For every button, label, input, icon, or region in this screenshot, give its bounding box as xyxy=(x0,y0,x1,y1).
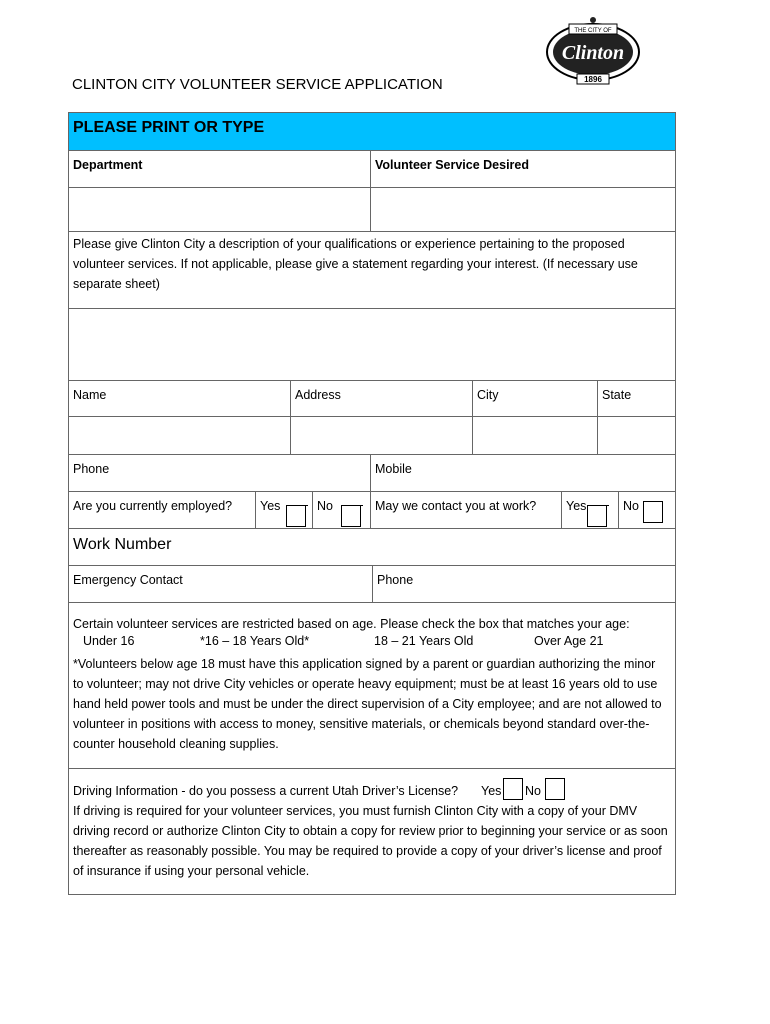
address-label: Address xyxy=(295,388,341,402)
state-label: State xyxy=(602,388,632,402)
employment-row xyxy=(69,492,675,529)
driving-question: Driving Information - do you possess a current Utah Driver’s License? xyxy=(73,784,459,798)
svg-text:THE CITY OF: THE CITY OF xyxy=(574,28,612,34)
address-header-row xyxy=(69,381,675,417)
license-no-label: No xyxy=(525,784,541,798)
qualifications-instructions: Please give Clinton City a description of your qualifications or experience pertaining to the proposed volunteer services. If not applicable, please give a statement regarding your interest. (If necessary use separate sheet) xyxy=(73,237,638,291)
driving-section xyxy=(69,769,675,895)
employed-question: Are you currently employed? xyxy=(73,499,233,513)
department-header-row xyxy=(69,151,675,188)
phone-field[interactable] xyxy=(69,455,370,491)
mobile-field[interactable] xyxy=(370,455,675,491)
department-field[interactable] xyxy=(69,188,370,231)
application-form xyxy=(68,112,676,895)
emergency-row xyxy=(69,566,675,603)
minor-restrictions-note: *Volunteers below age 18 must have this application signed by a parent or guardian authorizing the minor to volunteer; may not drive City vehicles or operate heavy equipment; must be at least 16 years old to use hand held power tools and must be under the direct supervision of a City employee; and are not allowed to volunteer in positions with access to money, sensitive materials, or chemicals beyond standard over-the-counter household cleaning supplies. xyxy=(73,657,662,751)
emergency-contact-field[interactable] xyxy=(69,566,372,602)
contact-yes-label: Yes xyxy=(566,499,587,513)
department-input-row xyxy=(69,188,675,232)
driving-requirements: If driving is required for your volunteer services, you must furnish Clinton City with a copy of your DMV driving record or authorize Clinton City to obtain a copy for review prior to beginning your service or as soon thereafter as reasonably possible. You may be required to provide a copy of your driver’s license and proof of insurance if using your personal vehicle. xyxy=(73,804,668,878)
age-option-over-21[interactable]: Over Age 21 xyxy=(534,634,604,648)
contact-at-work-question: May we contact you at work? xyxy=(375,499,537,513)
contact-no-checkbox[interactable] xyxy=(643,501,663,523)
qualifications-input-row[interactable] xyxy=(69,309,675,381)
employed-no-label: No xyxy=(317,499,333,513)
work-number-row[interactable] xyxy=(69,529,675,566)
emergency-phone-label: Phone xyxy=(377,573,414,587)
address-field[interactable] xyxy=(290,417,472,454)
contact-no-label: No xyxy=(623,499,639,513)
age-option-under-16[interactable]: Under 16 xyxy=(83,634,135,648)
name-label: Name xyxy=(73,388,107,402)
page-title: CLINTON CITY VOLUNTEER SERVICE APPLICATION xyxy=(72,76,443,93)
mobile-label: Mobile xyxy=(375,462,412,476)
emergency-contact-label: Emergency Contact xyxy=(73,573,183,587)
qualifications-row xyxy=(69,232,675,309)
contact-yes-checkbox[interactable] xyxy=(587,505,607,527)
age-option-16-18[interactable]: *16 – 18 Years Old* xyxy=(200,634,310,648)
name-field[interactable] xyxy=(69,417,290,454)
department-label: Department xyxy=(73,158,143,172)
state-field[interactable] xyxy=(597,417,675,454)
address-input-row xyxy=(69,417,675,455)
svg-text:1896: 1896 xyxy=(584,75,602,84)
license-yes-label: Yes xyxy=(481,784,502,798)
city-field[interactable] xyxy=(472,417,597,454)
clinton-city-logo xyxy=(545,16,641,88)
license-yes-checkbox[interactable] xyxy=(503,778,523,800)
phone-label: Phone xyxy=(73,462,110,476)
license-no-checkbox[interactable] xyxy=(545,778,565,800)
emergency-phone-field[interactable] xyxy=(372,566,675,602)
service-desired-field[interactable] xyxy=(370,188,675,231)
age-section xyxy=(69,603,675,769)
employed-yes-checkbox[interactable] xyxy=(286,505,306,527)
svg-text:Clinton: Clinton xyxy=(561,42,625,64)
employed-no-checkbox[interactable] xyxy=(341,505,361,527)
employed-yes-label: Yes xyxy=(260,499,281,513)
age-option-18-21[interactable]: 18 – 21 Years Old xyxy=(374,634,474,648)
city-label: City xyxy=(477,388,499,402)
print-or-type-banner: PLEASE PRINT OR TYPE xyxy=(73,119,265,136)
work-number-label: Work Number xyxy=(73,536,172,553)
phone-row xyxy=(69,455,675,492)
service-desired-label: Volunteer Service Desired xyxy=(375,158,530,172)
age-intro: Certain volunteer services are restricted based on age. Please check the box that matches your age: xyxy=(73,617,630,631)
banner-row xyxy=(69,113,675,151)
